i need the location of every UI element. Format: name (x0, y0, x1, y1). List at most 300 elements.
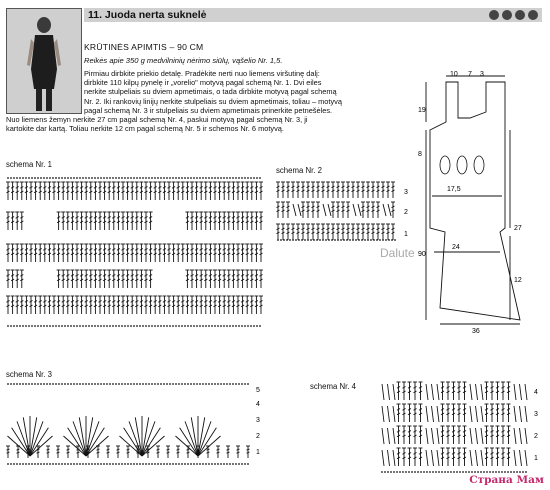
v-stitch (393, 428, 395, 444)
chain-dot (91, 325, 93, 327)
chain-dot (247, 325, 249, 327)
chain-dot (525, 471, 527, 473)
chain-dot (214, 177, 216, 179)
chain-dot (76, 463, 78, 465)
chain-dot (103, 463, 105, 465)
chain-dot (133, 383, 135, 385)
chain-dot (175, 325, 177, 327)
chain-dot (382, 239, 384, 241)
chain-dot (64, 177, 66, 179)
chain-dot (148, 325, 150, 327)
chain-dot (319, 239, 321, 241)
chain-dot (121, 325, 123, 327)
chain-dot (28, 325, 30, 327)
chain-dot (121, 463, 123, 465)
chain-dot (88, 325, 90, 327)
v-stitch (520, 406, 522, 422)
chain-dot (67, 463, 69, 465)
chain-dot (151, 463, 153, 465)
chain-dot (130, 325, 132, 327)
chain-dot (367, 239, 369, 241)
chain-dot (94, 325, 96, 327)
v-stitch (514, 384, 516, 400)
chain-dot (52, 177, 54, 179)
chain-dot (172, 463, 174, 465)
chain-dot (70, 325, 72, 327)
stitch-symbol-wrap (127, 449, 130, 450)
stitch-symbol-wrap (17, 449, 20, 450)
v-stitch (432, 450, 434, 466)
chain-dot (166, 325, 168, 327)
chain-dot (346, 239, 348, 241)
chain-dot (373, 239, 375, 241)
chain-dot (390, 471, 392, 473)
chain-dot (247, 177, 249, 179)
chain-dot (355, 239, 357, 241)
chain-dot (235, 463, 237, 465)
chain-dot (226, 325, 228, 327)
chain-dot (172, 325, 174, 327)
chain-dot (501, 471, 503, 473)
chain-dot (67, 177, 69, 179)
chain-dot (184, 383, 186, 385)
chain-dot (376, 239, 378, 241)
chain-dot (148, 383, 150, 385)
chain-dot (19, 177, 21, 179)
chain-dot (163, 383, 165, 385)
schema-2-label: schema Nr. 2 (276, 166, 322, 175)
chain-dot (145, 177, 147, 179)
dim-top-a: 10 (450, 71, 458, 78)
chain-dot (82, 325, 84, 327)
instruction-line: Nr. 2. Iki rankovių linijų nerkite stulpeliais su dviem apmetimais, toliau – motyvą (84, 96, 342, 106)
chain-dot (34, 463, 36, 465)
v-stitch (393, 450, 395, 466)
chain-dot (46, 325, 48, 327)
v-stitch (470, 428, 472, 444)
instruction-line: Pirmiau dirbkite priekio detalę. Pradėkite nerti nuo liemens viršutinę dalį: (84, 69, 320, 78)
chain-dot (100, 383, 102, 385)
chain-dot (229, 463, 231, 465)
chain-dot (22, 325, 24, 327)
v-stitch (437, 384, 439, 400)
chain-dot (100, 177, 102, 179)
chain-dot (130, 177, 132, 179)
row-number: 2 (534, 433, 538, 440)
chain-dot (208, 177, 210, 179)
chain-dot (211, 463, 213, 465)
chain-dot (202, 325, 204, 327)
chain-dot (37, 177, 39, 179)
chain-dot (238, 325, 240, 327)
chain-dot (253, 325, 255, 327)
chain-dot (52, 463, 54, 465)
chain-dot (399, 471, 401, 473)
chain-dot (175, 177, 177, 179)
v-stitch (514, 406, 516, 422)
v-stitch (470, 384, 472, 400)
chain-dot (193, 383, 195, 385)
stitch-symbol-wrap (37, 449, 40, 450)
chain-dot (112, 463, 114, 465)
v-stitch (426, 450, 428, 466)
chain-dot (166, 383, 168, 385)
chain-dot (145, 325, 147, 327)
chain-dot (223, 463, 225, 465)
chain-dot (193, 325, 195, 327)
stitch-symbol-wrap (217, 452, 220, 453)
chain-dot (229, 177, 231, 179)
chain-dot (139, 383, 141, 385)
v-stitch (388, 450, 390, 466)
stitch-symbol-wrap (117, 452, 120, 453)
chain-dot (121, 383, 123, 385)
chain-dot (495, 471, 497, 473)
chain-dot (474, 471, 476, 473)
chain-dot (106, 383, 108, 385)
stitch-symbol-wrap (127, 452, 130, 453)
chain-dot (244, 325, 246, 327)
chain-dot (49, 383, 51, 385)
stitch-symbol-wrap (177, 449, 180, 450)
chain-dot (127, 325, 129, 327)
chain-dot (19, 383, 21, 385)
chain-dot (250, 177, 252, 179)
chain-dot (205, 325, 207, 327)
chain-dot (202, 177, 204, 179)
chain-dot (124, 463, 126, 465)
chain-dot (43, 383, 45, 385)
chain-dot (223, 177, 225, 179)
chain-dot (157, 383, 159, 385)
chain-dot (349, 239, 351, 241)
stitch-symbol-wrap (7, 452, 10, 453)
chain-dot (292, 239, 294, 241)
chain-dot (387, 471, 389, 473)
chain-dot (139, 177, 141, 179)
chain-dot (280, 239, 282, 241)
stitch-symbol-wrap (37, 452, 40, 453)
chain-dot (31, 463, 33, 465)
chain-dot (127, 383, 129, 385)
chain-dot (28, 383, 30, 385)
chain-dot (163, 325, 165, 327)
chain-dot (435, 471, 437, 473)
chain-dot (211, 383, 213, 385)
chain-dot (79, 325, 81, 327)
schema-3-label: schema Nr. 3 (6, 370, 52, 379)
stitch-symbol-wrap (187, 452, 190, 453)
chain-dot (489, 471, 491, 473)
fan-stitch (383, 204, 386, 216)
chain-dot (19, 463, 21, 465)
stitch-symbol-wrap (97, 449, 100, 450)
chain-dot (148, 463, 150, 465)
chain-dot (145, 383, 147, 385)
chain-dot (16, 463, 18, 465)
chain-dot (34, 383, 36, 385)
chain-dot (25, 383, 27, 385)
chain-dot (31, 177, 33, 179)
chain-dot (73, 383, 75, 385)
chain-dot (522, 471, 524, 473)
chain-dot (106, 463, 108, 465)
v-stitch (470, 406, 472, 422)
stitch-symbol-wrap (7, 449, 10, 450)
chain-dot (136, 325, 138, 327)
chain-dot (127, 463, 129, 465)
chain-dot (256, 177, 258, 179)
chain-dot (211, 325, 213, 327)
row-number: 2 (404, 209, 408, 216)
chain-dot (97, 177, 99, 179)
v-stitch (525, 450, 527, 466)
chain-dot (40, 325, 42, 327)
chain-dot (423, 471, 425, 473)
row-number: 4 (256, 401, 260, 408)
chain-dot (7, 463, 9, 465)
chain-dot (76, 383, 78, 385)
chain-dot (393, 471, 395, 473)
chain-dot (46, 383, 48, 385)
chain-dot (411, 471, 413, 473)
v-stitch (481, 450, 483, 466)
chain-dot (220, 383, 222, 385)
fan-stitch (323, 204, 326, 216)
chain-dot (295, 239, 297, 241)
chain-dot (124, 177, 126, 179)
chain-dot (214, 325, 216, 327)
chain-dot (28, 463, 30, 465)
chain-dot (396, 471, 398, 473)
chain-dot (465, 471, 467, 473)
chain-dot (166, 463, 168, 465)
chain-dot (82, 383, 84, 385)
chain-dot (151, 177, 153, 179)
v-stitch (514, 428, 516, 444)
chain-dot (450, 471, 452, 473)
stitch-symbol-wrap (247, 449, 250, 450)
v-stitch (525, 384, 527, 400)
stitch-symbol-wrap (47, 452, 50, 453)
chain-dot (7, 383, 9, 385)
chain-dot (157, 177, 159, 179)
chain-dot (217, 463, 219, 465)
chain-dot (43, 325, 45, 327)
chain-dot (28, 177, 30, 179)
chain-dot (160, 325, 162, 327)
chain-dot (64, 325, 66, 327)
chain-dot (235, 383, 237, 385)
chain-dot (67, 383, 69, 385)
row-number: 2 (256, 433, 260, 440)
v-stitch (426, 384, 428, 400)
chain-dot (223, 325, 225, 327)
chain-dot (19, 325, 21, 327)
v-stitch (426, 406, 428, 422)
v-stitch (476, 406, 478, 422)
chain-dot (79, 383, 81, 385)
chain-dot (112, 383, 114, 385)
chain-dot (513, 471, 515, 473)
chain-dot (232, 463, 234, 465)
chain-dot (13, 463, 15, 465)
chain-dot (10, 463, 12, 465)
chain-dot (118, 177, 120, 179)
dim-top-c: 3 (480, 71, 484, 78)
dim-hem-width: 36 (472, 328, 480, 335)
chain-dot (154, 325, 156, 327)
chain-dot (217, 325, 219, 327)
chain-dot (55, 325, 57, 327)
chain-dot (301, 239, 303, 241)
chain-dot (154, 177, 156, 179)
dim-left-mid: 8 (418, 151, 422, 158)
chain-dot (364, 239, 366, 241)
chain-dot (226, 383, 228, 385)
chain-dot (91, 177, 93, 179)
chain-dot (64, 463, 66, 465)
chain-dot (13, 325, 15, 327)
chain-dot (193, 177, 195, 179)
chain-dot (232, 325, 234, 327)
chain-dot (232, 383, 234, 385)
chain-dot (22, 383, 24, 385)
chain-dot (181, 463, 183, 465)
chain-dot (79, 177, 81, 179)
chain-dot (289, 239, 291, 241)
chain-dot (169, 383, 171, 385)
chain-dot (115, 177, 117, 179)
chain-dot (480, 471, 482, 473)
chain-dot (64, 383, 66, 385)
chain-dot (124, 325, 126, 327)
chain-dot (420, 471, 422, 473)
stitch-symbol-wrap (17, 452, 20, 453)
stitch-symbol-wrap (217, 449, 220, 450)
v-stitch (388, 406, 390, 422)
chain-dot (244, 383, 246, 385)
chain-dot (187, 463, 189, 465)
chain-dot (52, 325, 54, 327)
dim-right-low: 12 (514, 277, 522, 284)
chain-dot (232, 177, 234, 179)
chain-dot (256, 325, 258, 327)
chain-dot (13, 177, 15, 179)
chain-dot (61, 325, 63, 327)
chain-dot (486, 471, 488, 473)
v-stitch (525, 406, 527, 422)
chain-dot (334, 239, 336, 241)
chain-dot (43, 177, 45, 179)
fan-stitch (298, 204, 301, 216)
chain-dot (37, 383, 39, 385)
chain-dot (331, 239, 333, 241)
chain-dot (405, 471, 407, 473)
chain-dot (40, 177, 42, 179)
chain-dot (187, 383, 189, 385)
chain-dot (7, 177, 9, 179)
v-stitch (476, 384, 478, 400)
v-stitch (432, 406, 434, 422)
chain-dot (417, 471, 419, 473)
chain-dot (471, 471, 473, 473)
chain-dot (16, 325, 18, 327)
chain-dot (468, 471, 470, 473)
chain-dot (115, 383, 117, 385)
chain-dot (67, 325, 69, 327)
fan-stitch (328, 204, 331, 216)
stitch-symbol-wrap (207, 452, 210, 453)
v-stitch (388, 384, 390, 400)
chain-dot (253, 177, 255, 179)
stitch-symbol-wrap (207, 449, 210, 450)
v-stitch (520, 384, 522, 400)
chain-dot (46, 177, 48, 179)
chain-dot (307, 239, 309, 241)
chain-dot (247, 383, 249, 385)
chain-dot (142, 325, 144, 327)
chain-dot (190, 325, 192, 327)
chain-dot (187, 325, 189, 327)
dim-left-top: 19 (418, 107, 426, 114)
chain-dot (112, 325, 114, 327)
chain-dot (205, 383, 207, 385)
chain-dot (130, 463, 132, 465)
stitch-symbol-wrap (227, 449, 230, 450)
v-stitch (388, 428, 390, 444)
v-stitch (520, 428, 522, 444)
chain-dot (157, 325, 159, 327)
chain-dot (181, 383, 183, 385)
stitch-symbol-wrap (47, 449, 50, 450)
stitch-symbol-wrap (97, 452, 100, 453)
chain-dot (492, 471, 494, 473)
chain-dot (145, 463, 147, 465)
chain-dot (313, 239, 315, 241)
chain-dot (429, 471, 431, 473)
chain-dot (76, 325, 78, 327)
stitch-symbol-wrap (57, 449, 60, 450)
chain-dot (414, 471, 416, 473)
chain-dot (169, 325, 171, 327)
chain-dot (109, 177, 111, 179)
chain-dot (127, 177, 129, 179)
chain-dot (510, 471, 512, 473)
chain-dot (322, 239, 324, 241)
row-number: 3 (534, 411, 538, 418)
chain-dot (205, 463, 207, 465)
chain-dot (516, 471, 518, 473)
chain-dot (214, 463, 216, 465)
chain-dot (247, 463, 249, 465)
chain-dot (205, 177, 207, 179)
chain-dot (25, 325, 27, 327)
chain-dot (184, 177, 186, 179)
chain-dot (55, 177, 57, 179)
chain-dot (58, 177, 60, 179)
chain-dot (91, 463, 93, 465)
chain-dot (139, 463, 141, 465)
chain-dot (136, 383, 138, 385)
chain-dot (37, 325, 39, 327)
chain-dot (220, 325, 222, 327)
chain-dot (16, 177, 18, 179)
chain-dot (133, 325, 135, 327)
stitch-symbol-wrap (187, 449, 190, 450)
row-number: 3 (256, 417, 260, 424)
chain-dot (444, 471, 446, 473)
